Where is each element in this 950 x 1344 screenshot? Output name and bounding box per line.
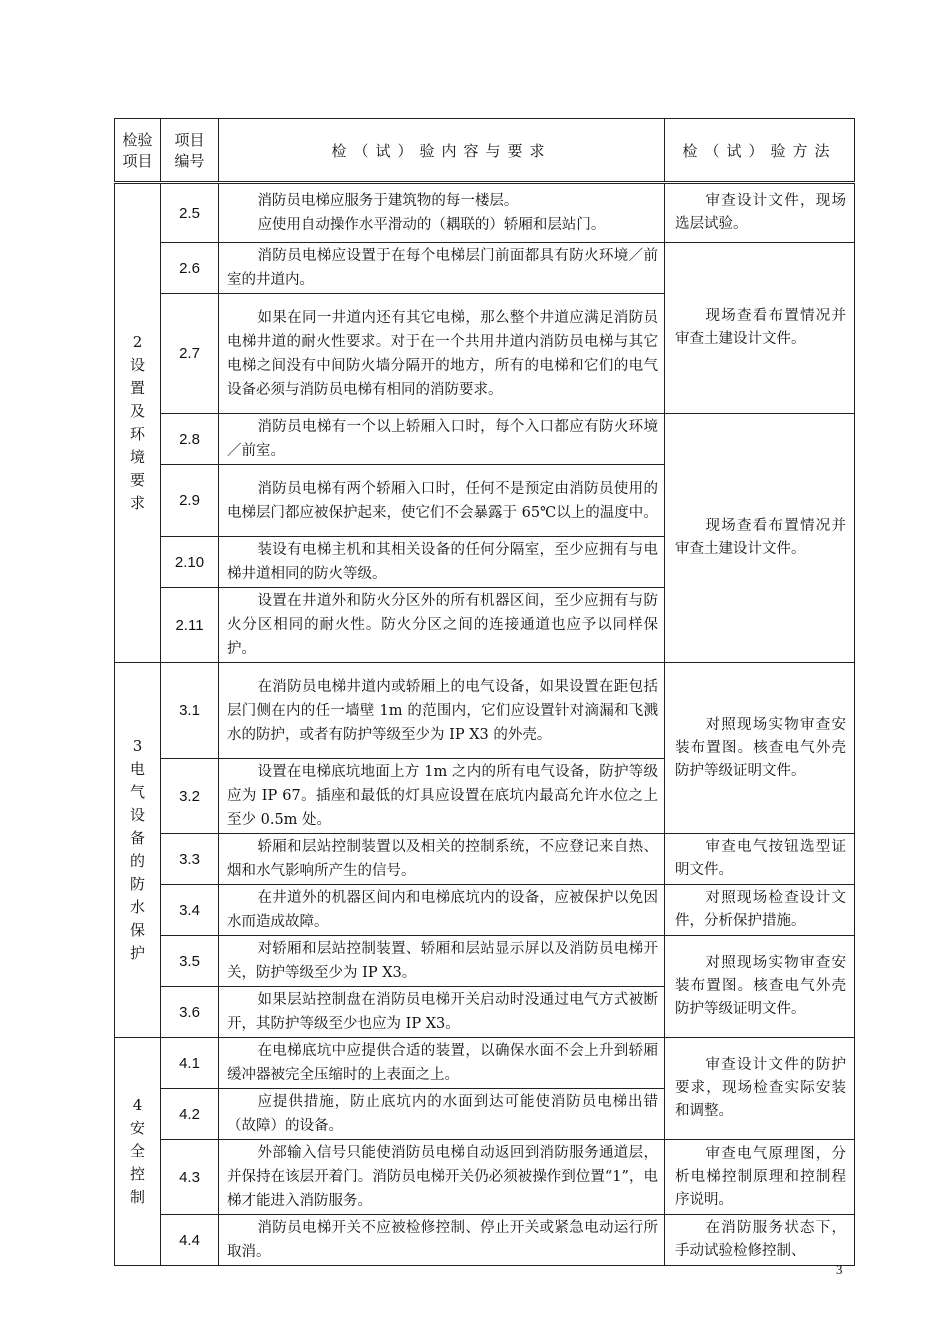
content-text: 消防员电梯有两个轿厢入口时，任何不是预定由消防员使用的电梯层门都应被保护起来，使它们不会暴露于 65℃以上的温度中。 xyxy=(227,480,658,521)
item-number: 2.9 xyxy=(161,465,219,537)
section-char: 制 xyxy=(129,1188,145,1206)
section-char: 防 xyxy=(129,875,145,893)
content-text: 设置在电梯底坑地面上方 1m 之内的所有电气设备，防护等级应为 IP 67。插座和最低的灯具应设置在底坑内最高允许水位之上至少 0.5m 处。 xyxy=(227,764,658,828)
table-row xyxy=(115,183,855,243)
header-content: 检（试）验内容与要求 xyxy=(219,119,665,183)
section-char: 保 xyxy=(129,921,145,939)
content-text: 外部输入信号只能使消防员电梯自动返回到消防服务通道层，并保持在该层开着门。消防员电梯开关仍必须被操作到位置“1”，电梯才能进入消防服务。 xyxy=(227,1145,658,1209)
item-number: 4.3 xyxy=(161,1140,219,1215)
table-row xyxy=(115,936,855,987)
item-number: 2.6 xyxy=(161,243,219,294)
item-content xyxy=(219,987,665,1038)
item-number: 2.5 xyxy=(161,183,219,243)
content-text: 在井道外的机器区间内和电梯底坑内的设备，应被保护以免因水而造成故障。 xyxy=(227,890,658,930)
item-number: 4.2 xyxy=(161,1089,219,1140)
content-line: 消防员电梯应服务于建筑物的每一楼层。 xyxy=(257,193,519,209)
item-number: 2.10 xyxy=(161,537,219,588)
item-number: 4.4 xyxy=(161,1215,219,1266)
method-text: 现场查看布置情况并审查土建设计文件。 xyxy=(675,518,846,557)
section-char: 设 xyxy=(129,356,145,374)
section-char: 备 xyxy=(129,829,145,847)
table-row xyxy=(115,1038,855,1089)
method-text: 在消防服务状态下，手动试验检修控制、 xyxy=(675,1220,846,1259)
page-number: 3 xyxy=(836,1262,843,1277)
content-text: 如果在同一井道内还有其它电梯，那么整个井道应满足消防员电梯井道的耐火性要求。对于在一个共用井道内消防员电梯与其它电梯之间没有中间防火墙分隔开的地方，所有的电梯和它们的电气设备必须与消防员电梯有相同的消防要求。 xyxy=(227,309,658,398)
header-item-number xyxy=(161,119,219,183)
item-number: 3.5 xyxy=(161,936,219,987)
section-char: 的 xyxy=(129,852,145,870)
item-number: 2.7 xyxy=(161,294,219,414)
table-header-row xyxy=(115,119,855,183)
content-text: 对轿厢和层站控制装置、轿厢和层站显示屏以及消防员电梯开关，防护等级至少为 IP X3。 xyxy=(227,941,658,981)
content-text: 消防员电梯有一个以上轿厢入口时，每个入口都应有防火环境／前室。 xyxy=(227,419,658,459)
section-char: 境 xyxy=(129,448,145,466)
content-text: 轿厢和层站控制装置以及相关的控制系统，不应登记来自热、烟和水气影响所产生的信号。 xyxy=(227,839,658,879)
section-char: 要 xyxy=(129,471,145,489)
table-row xyxy=(115,885,855,936)
item-content xyxy=(219,936,665,987)
item-number: 3.2 xyxy=(161,759,219,834)
table-row xyxy=(115,1215,855,1266)
table-row xyxy=(115,414,855,465)
item-content xyxy=(219,1140,665,1215)
method-text: 审查设计文件，现场选层试验。 xyxy=(675,193,846,232)
item-number: 3.3 xyxy=(161,834,219,885)
section-number: 2 xyxy=(132,333,143,351)
content-text: 装设有电梯主机和其相关设备的任何分隔室，至少应拥有与电梯井道相同的防火等级。 xyxy=(227,542,658,582)
item-method xyxy=(665,243,855,414)
content-text: 应提供措施，防止底坑内的水面到达可能使消防员电梯出错（故障）的设备。 xyxy=(227,1094,658,1134)
item-content xyxy=(219,537,665,588)
header-item-line1: 检验 xyxy=(122,131,153,149)
section-char: 安 xyxy=(129,1119,145,1137)
header-item-line2: 项目 xyxy=(122,152,153,170)
item-content xyxy=(219,243,665,294)
content-text: 设置在井道外和防火分区外的所有机器区间，至少应拥有与防火分区相同的耐火性。防火分区之间的连接通道也应予以同样保护。 xyxy=(227,593,658,657)
item-content xyxy=(219,1089,665,1140)
content-text: 在消防员电梯井道内或轿厢上的电气设备，如果设置在距包括层门侧在内的任一墙壁 1m 的范围内，它们应设置针对滴漏和飞溅水的防护，或者有防护等级至少为 IP X3 的外壳。 xyxy=(227,678,658,743)
section-char: 气 xyxy=(129,783,145,801)
item-content xyxy=(219,588,665,663)
item-content xyxy=(219,663,665,759)
item-number: 3.4 xyxy=(161,885,219,936)
item-content xyxy=(219,294,665,414)
header-method: 检（试）验方法 xyxy=(665,119,855,183)
item-method xyxy=(665,885,855,936)
item-number: 2.8 xyxy=(161,414,219,465)
section-char: 电 xyxy=(129,760,145,778)
section-char: 水 xyxy=(129,898,145,916)
section-char: 全 xyxy=(129,1142,145,1160)
content-text: 在电梯底坑中应提供合适的装置，以确保水面不会上升到轿厢缓冲器被完全压缩时的上表面之上。 xyxy=(227,1043,658,1083)
item-number: 4.1 xyxy=(161,1038,219,1089)
section-char: 控 xyxy=(129,1165,145,1183)
table-row xyxy=(115,243,855,294)
content-text: 消防员电梯开关不应被检修控制、停止开关或紧急电动运行所取消。 xyxy=(227,1220,658,1260)
item-method xyxy=(665,1038,855,1140)
item-number: 3.6 xyxy=(161,987,219,1038)
item-method xyxy=(665,663,855,834)
item-content xyxy=(219,759,665,834)
section-char: 护 xyxy=(129,944,145,962)
item-content xyxy=(219,183,665,243)
section-3-label xyxy=(115,663,161,1038)
method-text: 审查设计文件的防护要求，现场检查实际安装和调整。 xyxy=(675,1057,846,1119)
section-number: 3 xyxy=(132,737,143,755)
item-content xyxy=(219,885,665,936)
method-text: 审查电气原理图，分析电梯控制原理和控制程序说明。 xyxy=(675,1145,846,1208)
item-number: 2.11 xyxy=(161,588,219,663)
section-4-label xyxy=(115,1038,161,1266)
section-char: 环 xyxy=(129,425,145,443)
item-method xyxy=(665,834,855,885)
section-char: 求 xyxy=(129,494,145,512)
section-char: 置 xyxy=(129,379,145,397)
method-text: 现场查看布置情况并审查土建设计文件。 xyxy=(675,308,846,347)
item-content xyxy=(219,834,665,885)
table-row xyxy=(115,834,855,885)
item-content xyxy=(219,1215,665,1266)
section-2-label xyxy=(115,183,161,663)
item-content xyxy=(219,414,665,465)
header-number-line2: 编号 xyxy=(174,152,205,170)
content-line: 应使用自动操作水平滑动的（耦联的）轿厢和层站门。 xyxy=(257,217,606,233)
method-text: 审查电气按钮选型证明文件。 xyxy=(675,839,846,878)
header-inspection-item xyxy=(115,119,161,183)
method-text: 对照现场检查设计文件，分析保护措施。 xyxy=(675,890,846,929)
table-row xyxy=(115,1140,855,1215)
section-char: 及 xyxy=(129,402,145,420)
content-text: 如果层站控制盘在消防员电梯开关启动时没通过电气方式被断开，其防护等级至少也应为 IP X3。 xyxy=(227,992,658,1032)
item-method xyxy=(665,414,855,663)
item-method xyxy=(665,936,855,1038)
item-method xyxy=(665,1215,855,1266)
item-number: 3.1 xyxy=(161,663,219,759)
item-method xyxy=(665,183,855,243)
item-content xyxy=(219,465,665,537)
item-content xyxy=(219,1038,665,1089)
inspection-table xyxy=(114,118,854,1266)
method-text: 对照现场实物审查安装布置图。核查电气外壳防护等级证明文件。 xyxy=(675,716,846,779)
content-text: 消防员电梯应设置于在每个电梯层门前面都具有防火环境／前室的井道内。 xyxy=(227,248,658,288)
method-text: 对照现场实物审查安装布置图。核查电气外壳防护等级证明文件。 xyxy=(675,955,846,1017)
header-number-line1: 项目 xyxy=(174,131,205,149)
table-row xyxy=(115,663,855,759)
section-number: 4 xyxy=(132,1096,143,1114)
section-char: 设 xyxy=(129,806,145,824)
item-method xyxy=(665,1140,855,1215)
